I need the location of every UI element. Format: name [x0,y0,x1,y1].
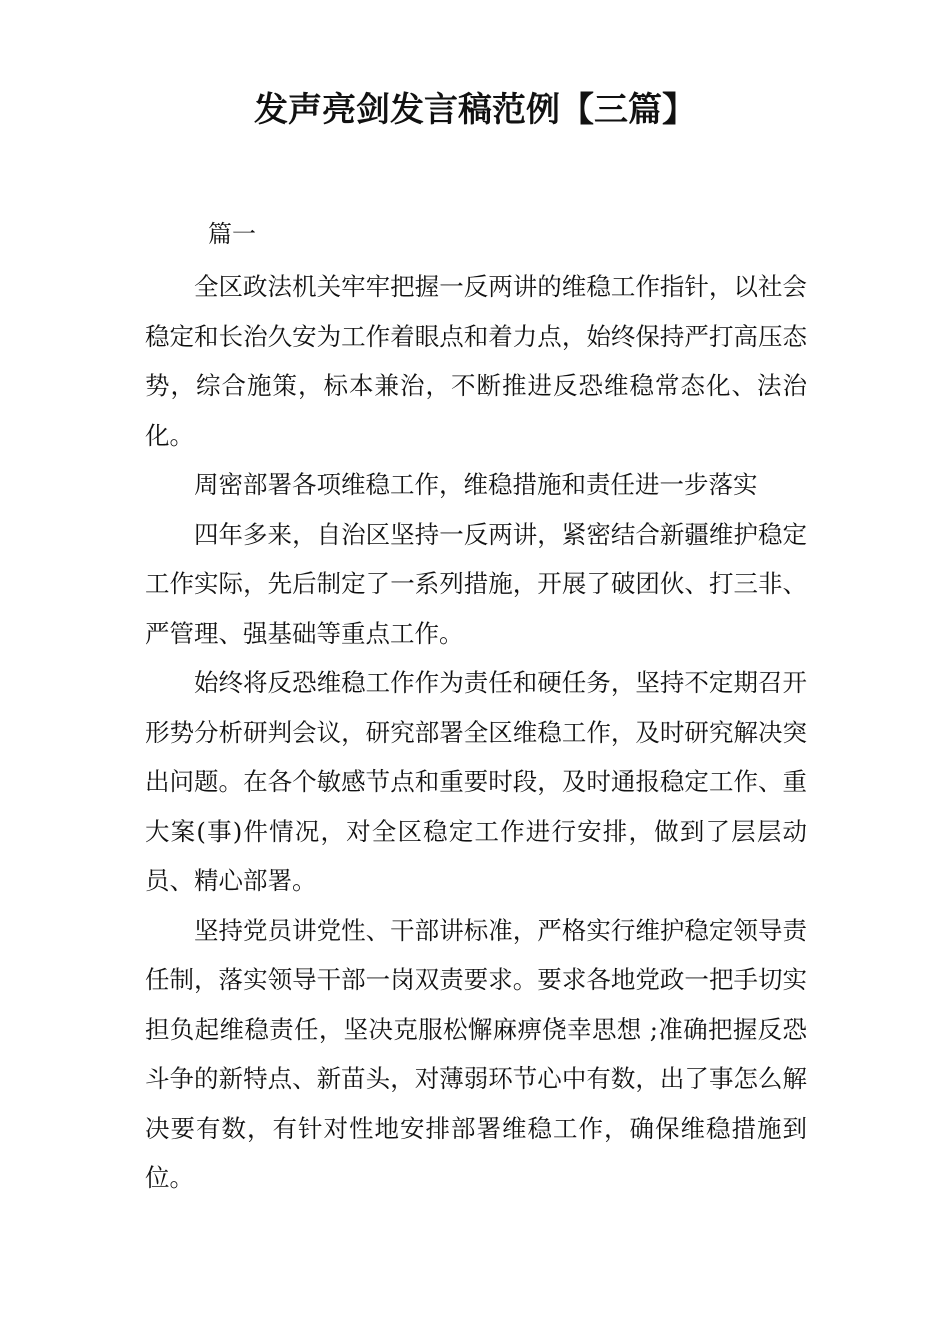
paragraph-2: 周密部署各项维稳工作，维稳措施和责任进一步落实 [194,470,758,499]
paragraph-4: 始终将反恐维稳工作作为责任和硬任务，坚持不定期召开形势分析研判会议，研究部署全区维稳工作，及时研究解决突出问题。在各个敏感节点和重要时段，及时通报稳定工作、重大案(事)件情况，对全区稳定工作进行安排，做到了层层动员、精心部署。 [145,668,807,895]
paragraph-3: 四年多来，自治区坚持一反两讲，紧密结合新疆维护稳定工作实际，先后制定了一系列措施，开展了破团伙、打三非、严管理、强基础等重点工作。 [145,519,807,648]
document-title: 发声亮剑发言稿范例【三篇】 [254,90,696,130]
paragraph-1: 全区政法机关牢牢把握一反两讲的维稳工作指针，以社会稳定和长治久安为工作着眼点和着力点，始终保持严打高压态势，综合施策，标本兼治，不断推进反恐维稳常态化、法治化。 [145,272,807,450]
document-body [145,262,807,1203]
paragraph-5: 坚持党员讲党性、干部讲标准，严格实行维护稳定领导责任制，落实领导干部一岗双责要求。要求各地党政一把手切实担负起维稳责任，坚决克服松懈麻痹侥幸思想 ;准确把握反恐斗争的新特点、新苗头，对薄弱环节心中有数，出了事怎么解决要有数，有针对性地安排部署维稳工作，确保维稳措施到位。 [145,915,807,1192]
section-label: 篇一 [208,220,256,248]
